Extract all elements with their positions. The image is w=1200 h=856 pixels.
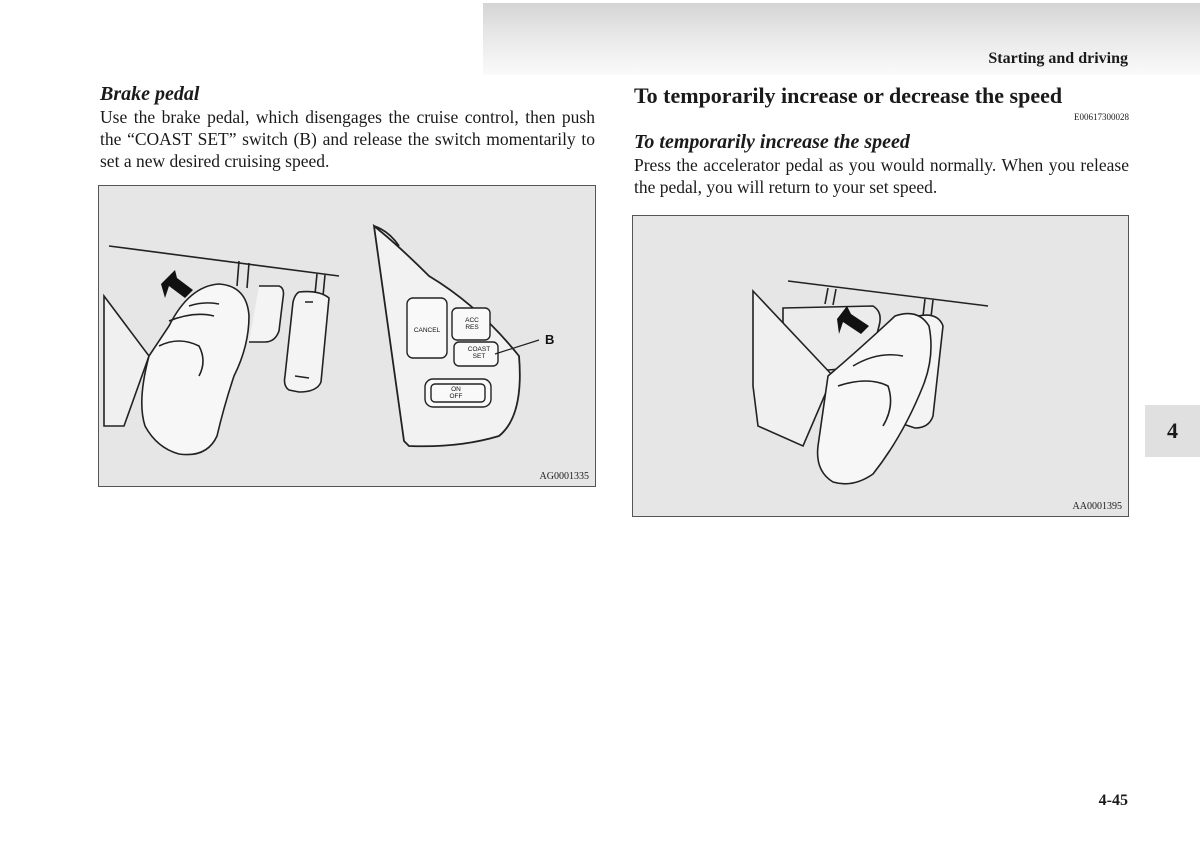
set-switch-label: SET <box>472 353 486 360</box>
chapter-tab: 4 <box>1145 405 1200 457</box>
speed-heading: To temporarily increase or decrease the speed <box>634 83 1063 108</box>
callout-b-label: B <box>545 332 555 347</box>
off-switch-label: OFF <box>449 393 463 400</box>
section-code: E00617300028 <box>1074 112 1129 122</box>
coast-switch-label: COAST <box>467 346 491 353</box>
accelerator-figure <box>632 215 1129 517</box>
res-switch-label: RES <box>465 324 479 331</box>
page-number: 4-45 <box>1098 792 1128 809</box>
section-title: Starting and driving <box>988 50 1128 67</box>
figure-id-right: AA0001395 <box>1072 501 1122 512</box>
right-column <box>634 82 1129 198</box>
on-switch-label: ON <box>451 386 461 393</box>
figure-id-left: AG0001335 <box>539 471 589 482</box>
brake-pedal-illustration <box>99 186 595 486</box>
acc-switch-label: ACC <box>465 317 479 324</box>
increase-speed-subheading: To temporarily increase the speed <box>634 131 910 153</box>
brake-pedal-figure <box>98 185 596 487</box>
brake-pedal-subheading: Brake pedal <box>100 83 200 105</box>
accelerator-illustration <box>633 216 1128 516</box>
increase-speed-paragraph: Press the accelerator pedal as you would normally. When you release the pedal, you will return to your set speed. <box>634 155 1129 197</box>
left-column <box>100 82 595 172</box>
brake-pedal-paragraph: Use the brake pedal, which disengages the cruise control, then push the “COAST SET” switch (B) and release the switch momentarily to set a new desired cruising speed. <box>100 107 595 171</box>
cancel-switch-label: CANCEL <box>413 327 441 334</box>
